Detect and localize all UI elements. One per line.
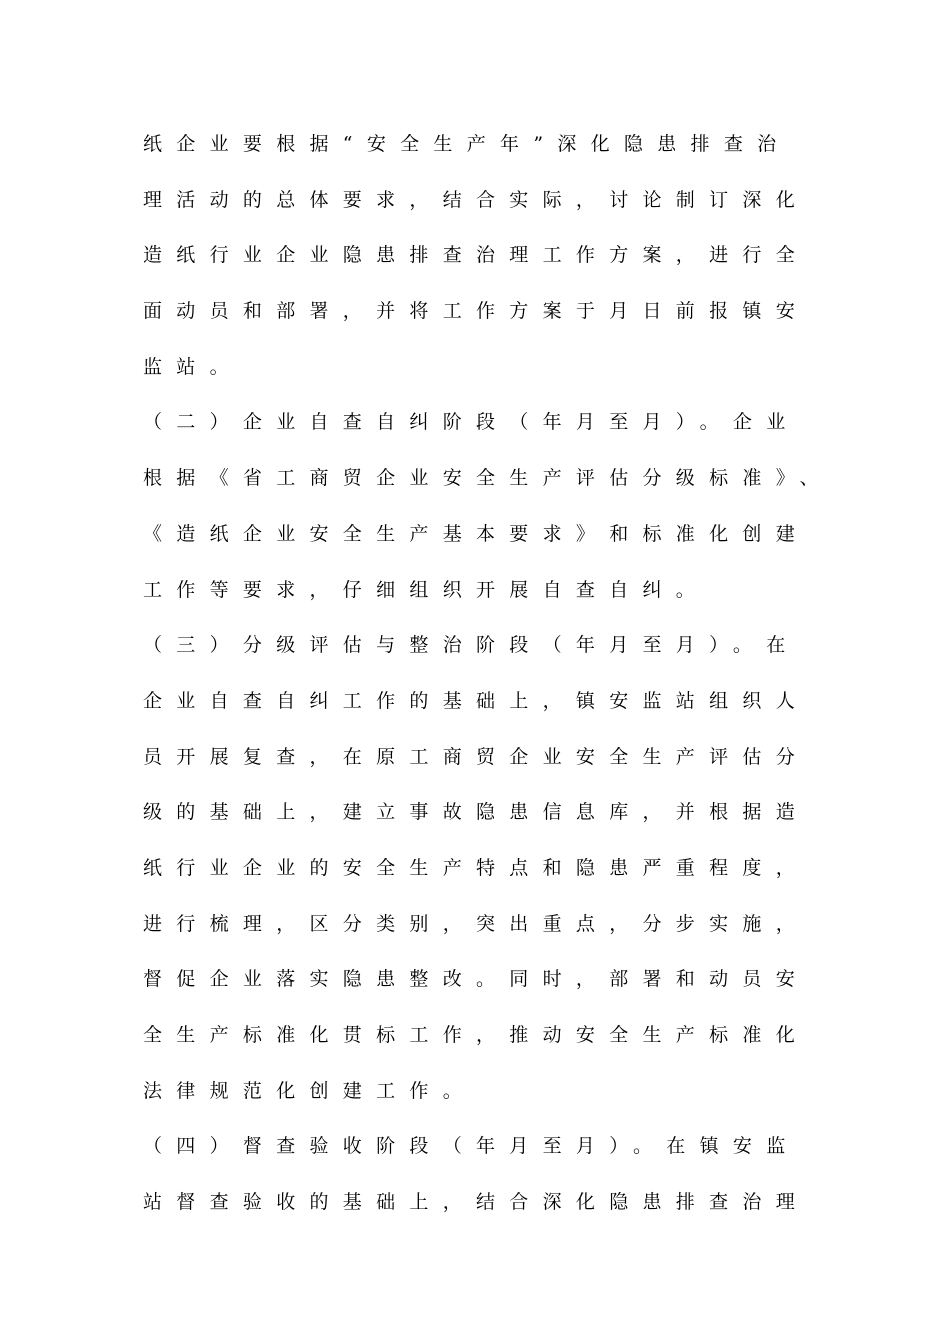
body-text [143,126,833,1240]
section-heading-3: （三）分级评估与整治阶段（年月至月）。在 [143,634,800,657]
text-line: 法律规范化创建工作。 [143,1079,477,1102]
text-line: 全生产标准化贯标工作，推动安全生产标准化 [143,1024,810,1046]
text-line: 员开展复查，在原工商贸企业安全生产评估分 [143,745,810,768]
section-heading-4: （四）督查验收阶段（年月至月）。在镇安监 [143,1135,800,1158]
text-line: 站督查验收的基础上，结合深化隐患排查治理 [143,1191,810,1214]
text-line: 企业自查自纠工作的基础上，镇安监站组织人 [143,689,810,712]
text-line: 纸企业要根据“安全生产年”深化隐患排查治 [143,133,791,155]
text-line: 进行梳理，区分类别，突出重点，分步实施， [143,912,810,935]
text-line: 面动员和部署，并将工作方案于月日前报镇安 [143,300,810,323]
text-line: 督促企业落实隐患整改。同时，部署和动员安 [143,968,810,991]
section-heading-2: （二）企业自查自纠阶段（年月至月）。企业 [143,411,800,434]
text-line: 理活动的总体要求，结合实际，讨论制订深化 [143,188,810,211]
text-line: 工作等要求，仔细组织开展自查自纠。 [143,578,710,601]
text-line: 根据《省工商贸企业安全生产评估分级标准》、 [143,467,833,490]
text-line: 监站。 [143,355,243,378]
text-line: 《造纸企业安全生产基本要求》和标准化创建 [143,522,810,545]
text-line: 级的基础上，建立事故隐患信息库，并根据造 [143,801,810,824]
text-line: 造纸行业企业隐患排查治理工作方案，进行全 [143,244,810,267]
text-line: 纸行业企业的安全生产特点和隐患严重程度， [143,856,810,879]
